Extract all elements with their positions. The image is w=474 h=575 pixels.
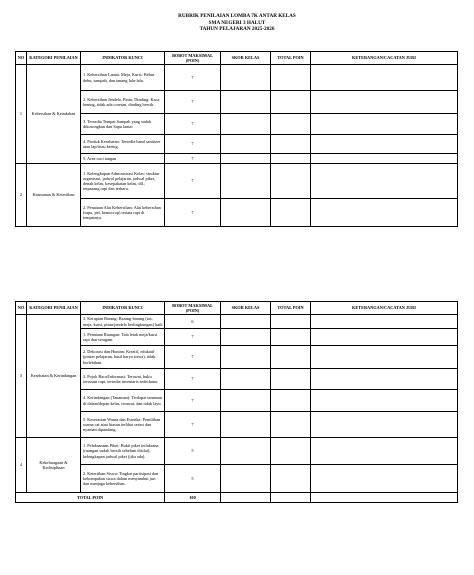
col-header-no: NO (16, 52, 27, 65)
col-header-max-weight: BOBOT MAKSIMAL (POIN) (165, 52, 221, 65)
col-header-class-score: SKOR KELAS (221, 52, 271, 65)
category-cell: Kebersihan & Keindahan (27, 65, 81, 164)
category-cell: Kekeluargaan & Kedisiplinan (27, 438, 81, 493)
notes-cell[interactable] (311, 412, 458, 438)
indicator-cell: 5. Keserasian Warna dan Estetika: Pemilihan warna cat atau hiasan terlihat serasi dan nyaman dipandang. (81, 412, 165, 438)
total-label: TOTAL POIN (16, 493, 165, 503)
max-weight-cell: 7 (165, 154, 221, 164)
max-weight-cell: 7 (165, 135, 221, 154)
indicator-cell: 2. Kebersihan Jendela, Pintu, Dinding: Kaca bening, tidak ada coretan, dinding bersih. (81, 91, 165, 114)
table-row (16, 346, 458, 369)
table-row (16, 154, 458, 164)
table-row (16, 65, 458, 91)
notes-cell[interactable] (311, 164, 458, 199)
indicator-cell: 1. Pelaksanaan Piket: Bukti piket terlaksana (ruangan sudah bersih sebelum disilai), kelengkapan jadwal piket (jika ada). (81, 438, 165, 465)
class-score-cell[interactable] (221, 154, 271, 164)
indicator-cell: 1. Kebersihan Lantai, Meja, Kursi: Bebas debu, sampah, dan tanang lalu-lalu. (81, 65, 165, 91)
total-points-cell[interactable] (271, 91, 311, 114)
row-number: 4 (16, 438, 27, 493)
total-points-cell[interactable] (271, 465, 311, 493)
category-cell: Kesehatan & Kerindangan (27, 315, 81, 438)
class-score-cell[interactable] (221, 438, 271, 465)
max-weight-cell: 7 (165, 65, 221, 91)
class-score-cell[interactable] (221, 65, 271, 91)
max-weight-cell: 7 (165, 329, 221, 346)
total-max-weight: 100 (165, 493, 221, 503)
indicator-cell: 5. Area cuci tangan (81, 154, 165, 164)
rubric-table-part-1 (15, 51, 458, 227)
total-points-cell[interactable] (271, 154, 311, 164)
total-points-cell[interactable] (271, 65, 311, 91)
total-class-score-cell[interactable] (221, 493, 271, 503)
total-points-cell[interactable] (271, 493, 311, 503)
category-cell: Keamanan & Ketertiban (27, 164, 81, 227)
total-notes-cell[interactable] (311, 493, 458, 503)
total-points-cell[interactable] (271, 114, 311, 135)
indicator-cell: 3. Tersedia Tempat Sampah yang sudah dikosongkan dan Sapu lantai (81, 114, 165, 135)
notes-cell[interactable] (311, 346, 458, 369)
table-row (16, 369, 458, 390)
col-header-notes: KETERANGAN/CACATAN JURI (311, 52, 458, 65)
notes-cell[interactable] (311, 315, 458, 329)
total-points-cell[interactable] (271, 346, 311, 369)
max-weight-cell: 7 (165, 164, 221, 199)
table-row (16, 412, 458, 438)
max-weight-cell: 7 (165, 114, 221, 135)
notes-cell[interactable] (311, 369, 458, 390)
notes-cell[interactable] (311, 199, 458, 227)
indicator-cell: 1. Penataan Ruangan: Tata letak meja/kursi rapi dan seragam. (81, 329, 165, 346)
max-weight-cell: 5 (165, 438, 221, 465)
table-row (16, 91, 458, 114)
notes-cell[interactable] (311, 438, 458, 465)
table-row (16, 199, 458, 227)
class-score-cell[interactable] (221, 346, 271, 369)
class-score-cell[interactable] (221, 369, 271, 390)
indicator-cell: 2. Penataan Alat Kebersihan: Alat kebersihan (sapu, pel, bemocrop) tertata rapi di tempatnya. (81, 199, 165, 227)
class-score-cell[interactable] (221, 390, 271, 412)
title-line-2: SMA NEGERI 3 HALUT (208, 19, 266, 26)
class-score-cell[interactable] (221, 315, 271, 329)
title-line-1: RUBRIK PENILAIAN LOMBA 7K ANTAR KELAS (178, 13, 296, 19)
indicator-cell: 4. Produk Kesehatan: Tersedia hand sanitizer atau lap/tissu kering. (81, 135, 165, 154)
row-number: 1 (16, 65, 27, 164)
max-weight-cell: 7 (165, 346, 221, 369)
indicator-cell: 1. Kelengkapan Administrasi Kelas: struktur organisasi, jadwal pelajaran, jadwal piket, denah kelas, kesepakatan kelas, dll., terpasang rapi dan terbaru. (81, 164, 165, 199)
table-row (16, 390, 458, 412)
total-points-cell[interactable] (271, 199, 311, 227)
indicator-cell: 2. Ketertiban Siswa: Tingkat partisipasi dan kekompakan siswa dalam menyambut juri dan menjaga kebersihan. (81, 465, 165, 493)
rubric-table-part-2 (15, 301, 458, 503)
indicator-cell: 3. Kerapian Barang: Barang-barang (tas, meja, kursi, pintu/jendela berlingkungan) baik (81, 315, 165, 329)
max-weight-cell: 7 (165, 199, 221, 227)
notes-cell[interactable] (311, 154, 458, 164)
indicator-cell: 4. Kerindangan (Tanaman): Terdapat tanaman di dalam/depan kelas, terawat, dan tidak layu. (81, 390, 165, 412)
table-row (16, 438, 458, 465)
col-header-no: NO (16, 302, 27, 315)
table-row (16, 315, 458, 329)
table-row (16, 114, 458, 135)
total-row (16, 493, 458, 503)
table-header-row (16, 52, 458, 65)
table-row (16, 465, 458, 493)
col-header-total-points: TOTAL POIN (271, 52, 311, 65)
col-header-total-points: TOTAL POIN (271, 302, 311, 315)
total-points-cell[interactable] (271, 369, 311, 390)
notes-cell[interactable] (311, 329, 458, 346)
col-header-class-score: SKOR KELAS (221, 302, 271, 315)
table-header-row (16, 302, 458, 315)
table-row (16, 164, 458, 199)
total-points-cell[interactable] (271, 315, 311, 329)
max-weight-cell: 7 (165, 412, 221, 438)
table-row (16, 329, 458, 346)
col-header-category: KATEGORI PENILAIAN (27, 52, 81, 65)
notes-cell[interactable] (311, 114, 458, 135)
class-score-cell[interactable] (221, 135, 271, 154)
max-weight-cell: 6 (165, 315, 221, 329)
class-score-cell[interactable] (221, 199, 271, 227)
col-header-indicator: INDIKATOR KUNCI (81, 302, 165, 315)
class-score-cell[interactable] (221, 412, 271, 438)
indicator-cell: 3. Pojok Baca/Informasi: Terawat, buku tersusun rapi, tersedia inventaris sederhana. (81, 369, 165, 390)
total-points-cell[interactable] (271, 438, 311, 465)
class-score-cell[interactable] (221, 164, 271, 199)
indicator-cell: 2. Dekorasi dan Hunian: Kreatif, edukatif (poster pelajaran, hasil karya siswa), tidak berlebihan. (81, 346, 165, 369)
class-score-cell[interactable] (221, 465, 271, 493)
col-header-category: KATEGORI PENILAIAN (27, 302, 81, 315)
title-line-3: TAHUN PELAJARAN 2025-2026 (199, 26, 275, 33)
total-points-cell[interactable] (271, 164, 311, 199)
total-points-cell[interactable] (271, 412, 311, 438)
col-header-indicator: INDIKATOR KUNCI (81, 52, 165, 65)
notes-cell[interactable] (311, 135, 458, 154)
total-points-cell[interactable] (271, 329, 311, 346)
max-weight-cell: 7 (165, 369, 221, 390)
class-score-cell[interactable] (221, 114, 271, 135)
class-score-cell[interactable] (221, 91, 271, 114)
max-weight-cell: 5 (165, 465, 221, 493)
notes-cell[interactable] (311, 465, 458, 493)
notes-cell[interactable] (311, 91, 458, 114)
class-score-cell[interactable] (221, 329, 271, 346)
col-header-max-weight: BOBOT MAKSIMAL (POIN) (165, 302, 221, 315)
total-points-cell[interactable] (271, 135, 311, 154)
notes-cell[interactable] (311, 390, 458, 412)
row-number: 3 (16, 315, 27, 438)
total-points-cell[interactable] (271, 390, 311, 412)
max-weight-cell: 7 (165, 390, 221, 412)
notes-cell[interactable] (311, 65, 458, 91)
max-weight-cell: 7 (165, 91, 221, 114)
col-header-notes: KETERANGAN/CACATAN JURI (311, 302, 458, 315)
table-row (16, 135, 458, 154)
row-number: 2 (16, 164, 27, 227)
document-title (0, 13, 474, 33)
